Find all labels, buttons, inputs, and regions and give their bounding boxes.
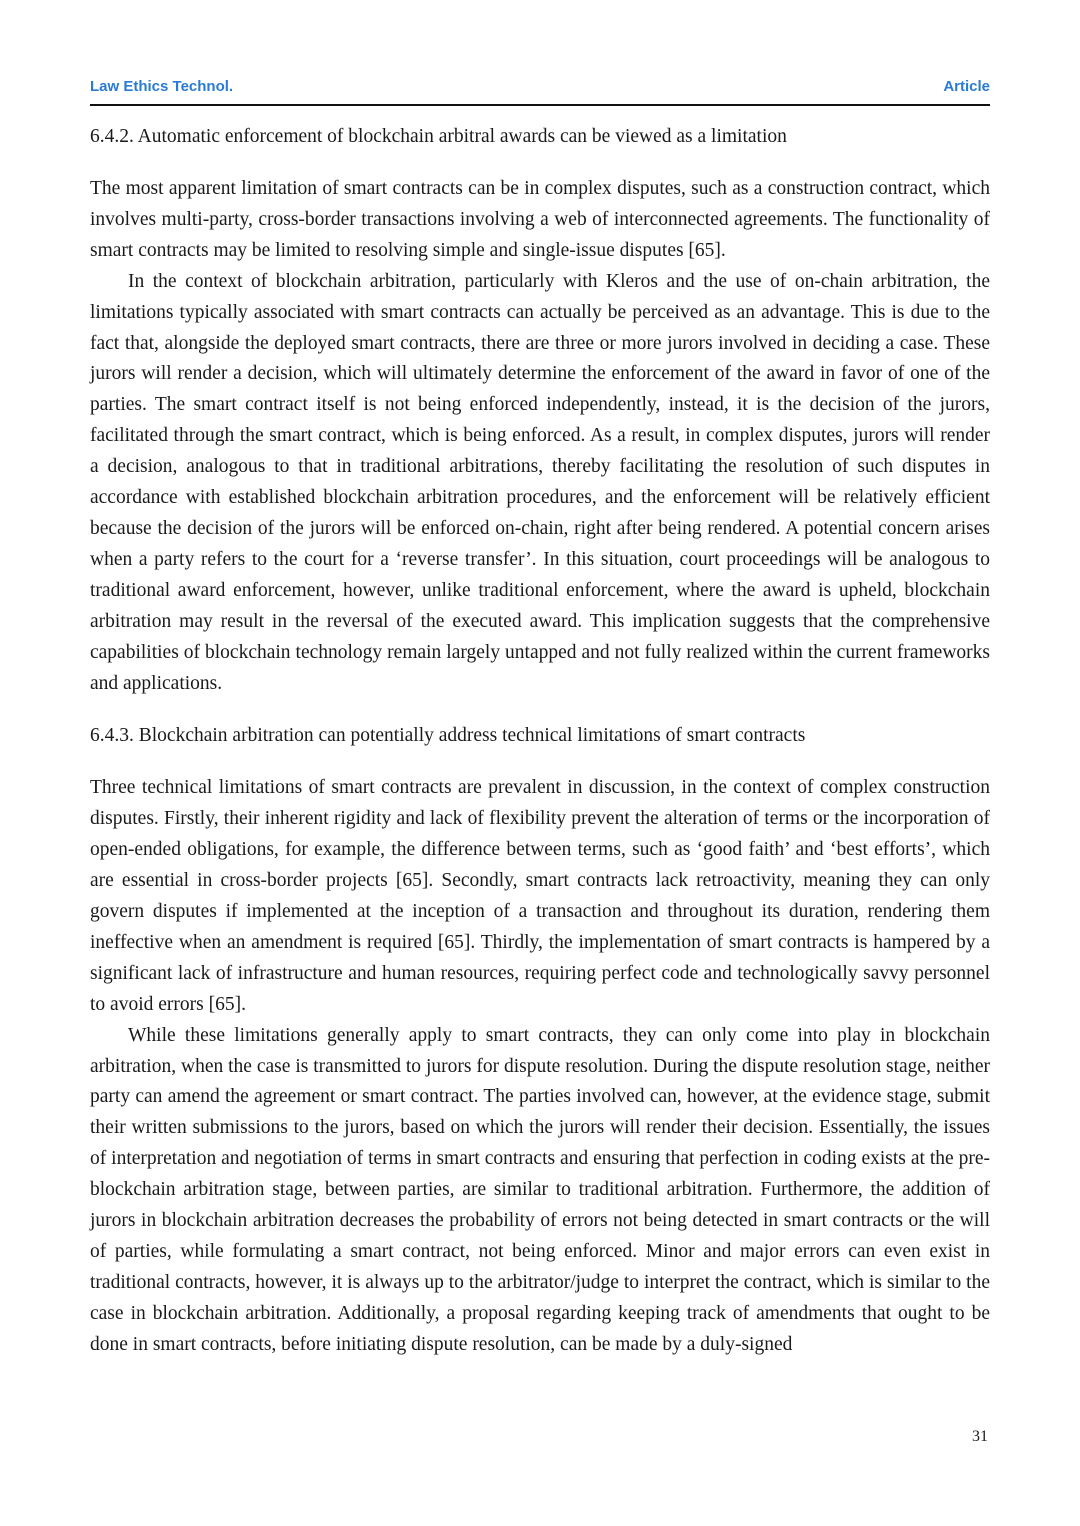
paragraph: The most apparent limitation of smart contracts can be in complex disputes, such as a construction contract, which involves multi-party, cross-border transactions involving a web of interconnected agreements. The functionality of smart contracts may be limited to resolving simple and single-issue disputes [65]. xyxy=(90,178,990,261)
paragraph: Three technical limitations of smart contracts are prevalent in discussion, in the context of complex construction disputes. Firstly, their inherent rigidity and lack of flexibility prevent the alteration of terms or the incorporation of open-ended obligations, for example, the difference between terms, such as ‘good faith’ and ‘best efforts’, which are essential in cross-border projects [65]. Secondly, smart contracts lack retroactivity, meaning they can only govern disputes if implemented at the inception of a transaction and throughout its duration, rendering them ineffective when an amendment is required [65]. Thirdly, the implementation of smart contracts is hampered by a significant lack of infrastructure and human resources, requiring perfect code and technologically savvy personnel to avoid errors [65]. xyxy=(90,777,990,1015)
section-heading-6-4-3: 6.4.3. Blockchain arbitration can potentially address technical limitations of smart contracts xyxy=(90,725,806,747)
page-number: 31 xyxy=(972,1428,988,1445)
section-heading-6-4-2: 6.4.2. Automatic enforcement of blockchain arbitral awards can be viewed as a limitation xyxy=(90,126,787,147)
article-type-label: Article xyxy=(943,78,990,95)
page-header xyxy=(90,76,990,106)
paragraph: In the context of blockchain arbitration, particularly with Kleros and the use of on-chain arbitration, the limitations typically associated with smart contracts can actually be perceived as an advantage. This is due to the fact that, alongside the deployed smart contracts, there are three or more jurors involved in deciding a case. These jurors will render a decision, which will ultimately determine the enforcement of the award in favor of one of the parties. The smart contract itself is not being enforced independently, instead, it is the decision of the jurors, facilitated through the smart contract, which is being enforced. As a result, in complex disputes, jurors will render a decision, analogous to that in traditional arbitrations, thereby facilitating the resolution of such disputes in accordance with established blockchain arbitration procedures, and the enforcement will be relatively efficient because the decision of the jurors will be enforced on-chain, right after being rendered. A potential concern arises when a party refers to the court for a ‘reverse transfer’. In this situation, court proceedings will be analogous to traditional award enforcement, however, unlike traditional enforcement, where the award is upheld, blockchain arbitration may result in the reversal of the executed award. This implication suggests that the comprehensive capabilities of blockchain technology remain largely untapped and not fully realized within the current frameworks and applications. xyxy=(90,270,990,694)
article-body xyxy=(90,122,990,1361)
paragraph: While these limitations generally apply to smart contracts, they can only come into play in blockchain arbitration, when the case is transmitted to jurors for dispute resolution. During the dispute resolution stage, neither party can amend the agreement or smart contract. The parties involved can, however, at the evidence stage, submit their written submissions to the jurors, based on which the jurors will render their decision. Essentially, the issues of interpretation and negotiation of terms in smart contracts and ensuring that perfection in coding exists at the pre-blockchain arbitration stage, between parties, are similar to traditional arbitration. Furthermore, the addition of jurors in blockchain arbitration decreases the probability of errors not being detected in smart contracts or the will of parties, while formulating a smart contract, not being enforced. Minor and major errors can even exist in traditional contracts, however, it is always up to the arbitrator/judge to interpret the contract, which is similar to the case in blockchain arbitration. Additionally, a proposal regarding keeping track of amendments that ought to be done in smart contracts, before initiating dispute resolution, can be made by a duly-signed xyxy=(90,1024,990,1355)
journal-title: Law Ethics Technol. xyxy=(90,78,234,95)
